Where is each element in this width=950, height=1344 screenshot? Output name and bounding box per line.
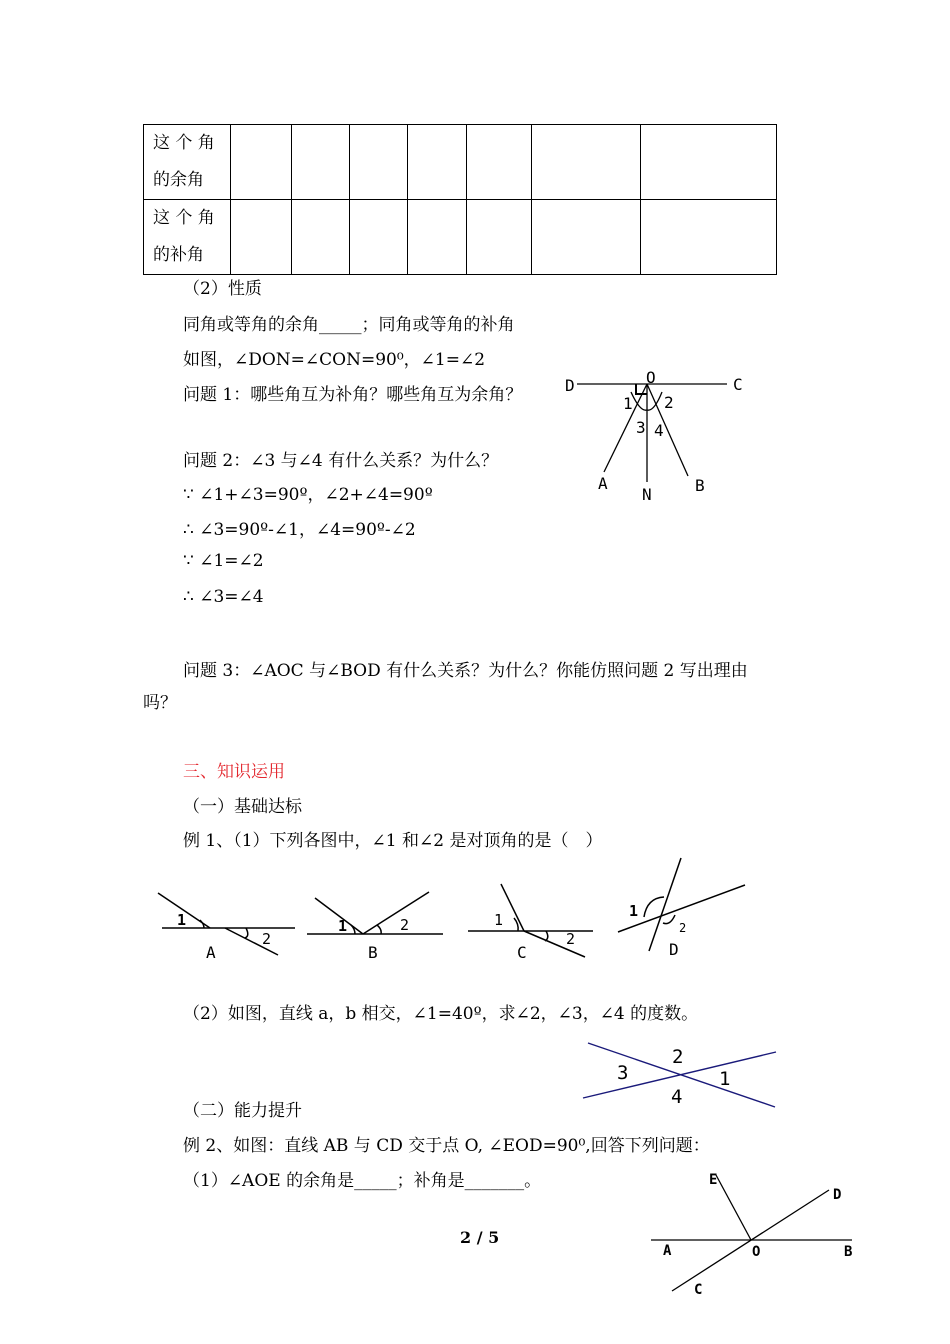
example-1-part-2: （2）如图，直线 a，b 相交，∠1=40º，求∠2，∠3，∠4 的度数。 <box>183 1004 699 1024</box>
proof-line: ∴ ∠3=∠4 <box>183 587 264 607</box>
label-angle-2: 2 <box>664 393 674 412</box>
option-c-labels <box>494 911 575 962</box>
row-label-line1: 这 个 角 <box>153 133 215 153</box>
figure-example-2 <box>651 1175 852 1291</box>
row-label-line2: 的补角 <box>153 245 204 265</box>
proof-line: ∵ ∠1+∠3=90º，∠2+∠4=90º <box>183 485 433 505</box>
option-b-angle-1: 1 <box>338 917 348 935</box>
fig3-label-d: D <box>833 1187 842 1203</box>
question-2: 问题 2：∠3 与∠4 有什么关系？为什么？ <box>183 451 499 471</box>
option-a-angle-2: 2 <box>262 930 272 948</box>
page-number: 2 / 5 <box>460 1228 500 1247</box>
question-1: 问题 1：哪些角互为补角？哪些角互为余角？ <box>183 385 523 405</box>
figure-perpendicular <box>577 384 727 482</box>
row-label-line1: 这 个 角 <box>153 208 215 228</box>
example-2-part-1: （1）∠AOE 的余角是_____；补角是_______。 <box>183 1171 542 1191</box>
fig3-label-b: B <box>844 1244 853 1260</box>
question-3: 问题 3：∠AOC 与∠BOD 有什么关系？为什么？你能仿照问题 2 写出理由 <box>183 661 748 681</box>
example-2: 例 2、如图：直线 AB 与 CD 交于点 O, ∠EOD=90⁰,回答下列问题： <box>183 1136 710 1156</box>
subsection-basic: （一）基础达标 <box>183 797 302 817</box>
figure-1-labels <box>565 368 743 504</box>
option-b-figure <box>307 892 443 934</box>
option-c-angle-1: 1 <box>494 911 504 929</box>
question-3-cont: 吗？ <box>143 693 177 713</box>
example-1-part-1: 例 1、（1）下列各图中，∠1 和∠2 是对顶角的是（ ） <box>183 831 603 851</box>
option-a-angle-1: 1 <box>177 911 187 929</box>
fig3-label-a: A <box>663 1243 672 1259</box>
fig3-label-e: E <box>709 1172 718 1188</box>
property-heading: （2）性质 <box>183 279 262 299</box>
label-angle-3: 3 <box>636 418 646 437</box>
given-statement: 如图，∠DON=∠CON=90⁰，∠1=∠2 <box>183 350 486 370</box>
label-d: D <box>565 376 575 395</box>
fig3-label-o: O <box>752 1244 761 1260</box>
label-c: C <box>733 375 743 394</box>
fig2-angle-2: 2 <box>672 1046 684 1068</box>
row-label-line2: 的余角 <box>153 170 204 190</box>
proof-line: ∵ ∠1=∠2 <box>183 551 264 571</box>
option-b-angle-2: 2 <box>400 916 410 934</box>
label-angle-1: 1 <box>623 394 633 413</box>
option-a-letter: A <box>206 943 216 962</box>
option-a-labels <box>177 911 271 962</box>
section-heading: 三、知识运用 <box>183 762 285 782</box>
fig3-label-c: C <box>694 1282 703 1298</box>
option-c-angle-2: 2 <box>566 930 576 948</box>
option-b-letter: B <box>368 943 378 962</box>
label-b: B <box>695 476 705 495</box>
label-a: A <box>598 474 608 493</box>
property-statement: 同角或等角的余角_____；同角或等角的补角 <box>183 315 515 335</box>
fig2-angle-3: 3 <box>617 1062 629 1084</box>
option-d-letter: D <box>669 940 679 959</box>
proof-line: ∴ ∠3=90º-∠1，∠4=90º-∠2 <box>183 520 416 540</box>
option-c-letter: C <box>517 943 527 962</box>
subsection-advanced: （二）能力提升 <box>183 1101 302 1121</box>
option-d-angle-2: 2 <box>679 921 687 935</box>
fig2-angle-1: 1 <box>719 1068 731 1090</box>
label-o: O <box>646 368 656 387</box>
option-d-angle-1: 1 <box>629 902 639 920</box>
label-angle-4: 4 <box>654 421 664 440</box>
label-n: N <box>642 485 652 504</box>
fig2-angle-4: 4 <box>671 1086 683 1108</box>
